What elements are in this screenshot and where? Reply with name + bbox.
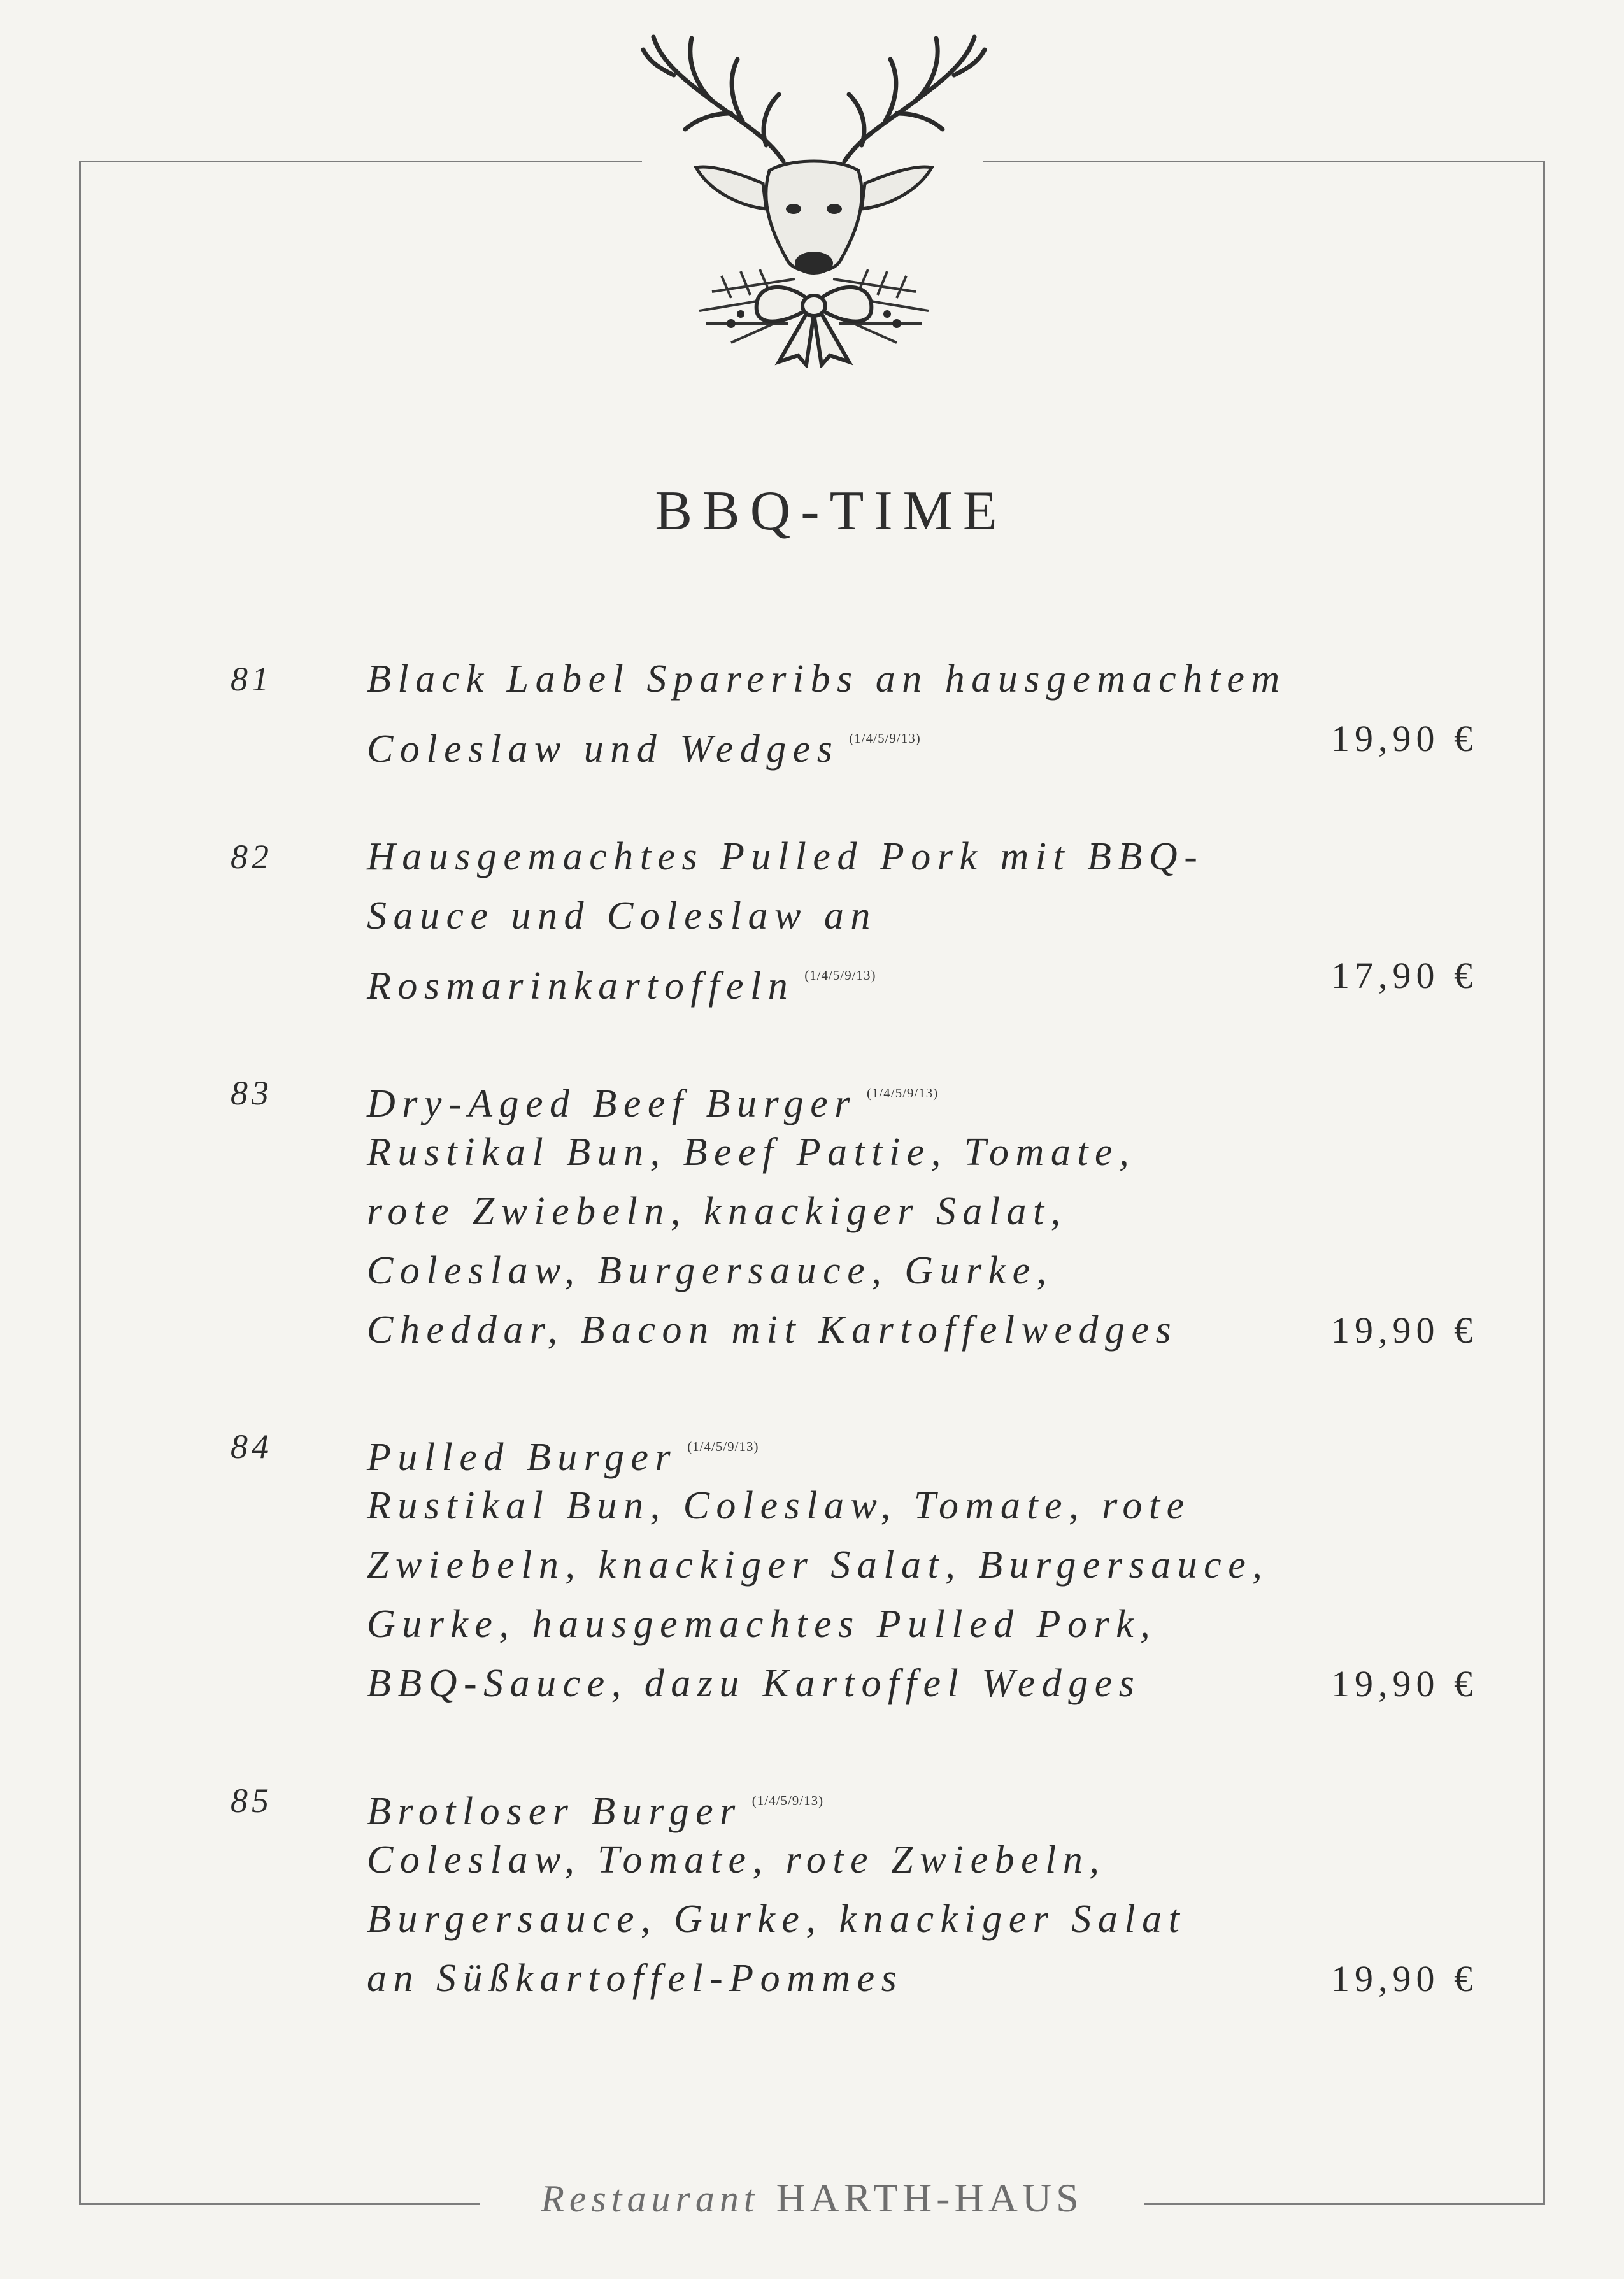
item-price: 19,90 €: [1331, 1663, 1478, 1704]
item-line: Coleslaw, Burgersauce, Gurke,: [367, 1249, 1053, 1292]
footer-restaurant-name: [0, 2175, 1624, 2222]
item-name: Dry-Aged Beef Burger: [367, 1082, 857, 1125]
item-number: 82: [231, 838, 273, 876]
frame-right-line: [1543, 161, 1545, 2205]
item-description: [367, 827, 1204, 1008]
item-line: an Süßkartoffel-Pommes: [367, 1957, 904, 2000]
item-price: 19,90 €: [1331, 718, 1478, 759]
item-description: [367, 650, 1286, 771]
item-number: 81: [231, 660, 273, 698]
item-line: Gurke, hausgemachtes Pulled Pork,: [367, 1603, 1157, 1646]
item-line: Rustikal Bun, Beef Pattie, Tomate,: [367, 1131, 1136, 1174]
item-name: Brotloser Burger: [367, 1790, 742, 1833]
item-description: [367, 1064, 1178, 1360]
item-line: Sauce und Coleslaw an: [367, 894, 877, 938]
item-line: Coleslaw und Wedges: [367, 727, 839, 771]
item-line: Rustikal Bun, Coleslaw, Tomate, rote: [367, 1484, 1191, 1527]
item-description: [367, 1771, 1186, 2008]
item-number: 85: [231, 1782, 273, 1820]
item-price: 17,90 €: [1331, 955, 1478, 996]
item-line: rote Zwiebeln, knackiger Salat,: [367, 1190, 1067, 1233]
item-name: Pulled Burger: [367, 1436, 678, 1479]
footer-prefix: Restaurant: [541, 2178, 760, 2220]
frame-top-left-line: [79, 161, 642, 162]
item-price: 19,90 €: [1331, 1958, 1478, 1999]
item-line: Coleslaw, Tomate, rote Zwiebeln,: [367, 1838, 1106, 1882]
item-line: Hausgemachtes Pulled Pork mit BBQ-: [367, 835, 1204, 878]
item-price: 19,90 €: [1331, 1310, 1478, 1351]
allergen-codes: (1/4/5/9/13): [751, 1793, 824, 1808]
section-title: BBQ-TIME: [655, 480, 1008, 542]
stag-head-logo-icon: [636, 24, 992, 368]
allergen-codes: (1/4/5/9/13): [687, 1439, 759, 1454]
allergen-codes: (1/4/5/9/13): [804, 968, 876, 983]
allergen-codes: (1/4/5/9/13): [849, 731, 921, 746]
frame-top-right-line: [983, 161, 1545, 162]
allergen-codes: (1/4/5/9/13): [866, 1085, 939, 1101]
footer-name: HARTH-HAUS: [776, 2175, 1083, 2220]
item-line: Burgersauce, Gurke, knackiger Salat: [367, 1897, 1186, 1941]
item-number: 83: [231, 1074, 273, 1112]
frame-left-line: [79, 161, 81, 2205]
item-line: Cheddar, Bacon mit Kartoffelwedges: [367, 1308, 1178, 1352]
item-line: Zwiebeln, knackiger Salat, Burgersauce,: [367, 1543, 1269, 1587]
item-line: Black Label Spareribs an hausgemachtem: [367, 657, 1286, 701]
item-line: Rosmarinkartoffeln: [367, 964, 795, 1008]
item-description: [367, 1417, 1269, 1713]
item-number: 84: [231, 1427, 273, 1466]
item-line: BBQ-Sauce, dazu Kartoffel Wedges: [367, 1662, 1141, 1705]
